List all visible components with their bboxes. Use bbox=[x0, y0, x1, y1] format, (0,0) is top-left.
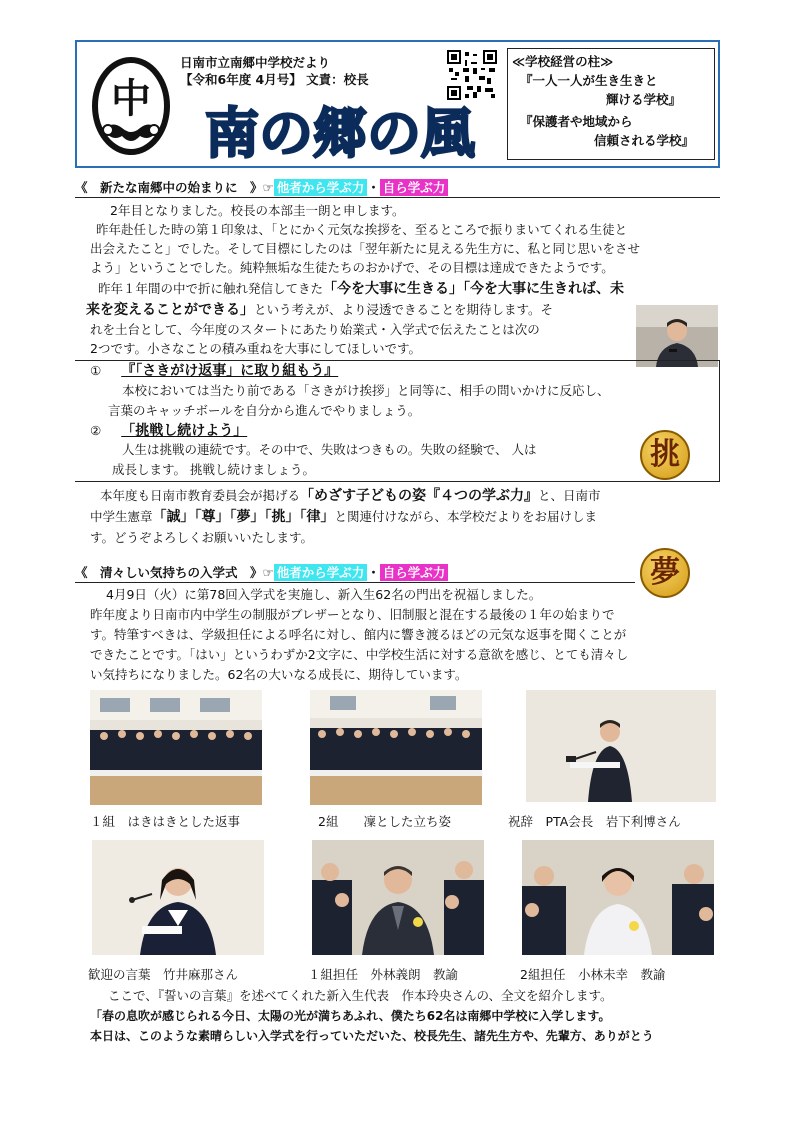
paragraph-line: 2つです。小さなことの積み重ねを大事にしてほしいです。 bbox=[90, 341, 421, 356]
emphasis-text: 「めざす子どもの姿『４つの学ぶ力』 bbox=[300, 488, 539, 504]
pta-speech-photo bbox=[526, 690, 716, 802]
motto-line: 『保護者や地域から bbox=[520, 114, 633, 129]
tag-separator: ・ bbox=[367, 180, 380, 195]
paragraph-line: 出会えたこと」でした。そして目標にしたのは「翌年新たに見える先生方に、私と同じ思いをさせ bbox=[90, 241, 641, 256]
paragraph-line: 4月9日（火）に第78回入学式を実施し、新入生62名の門出を祝福しました。 bbox=[106, 587, 542, 602]
section-heading bbox=[75, 178, 720, 198]
motto-line: 信頼される学校』 bbox=[594, 133, 695, 148]
paragraph-line: 2年目となりました。校長の本部圭一朗と申します。 bbox=[110, 203, 405, 218]
motto-box bbox=[507, 48, 715, 160]
text-span: 昨年１年間の中で折に触れ発信してきた bbox=[98, 281, 324, 296]
paragraph-line bbox=[86, 300, 553, 320]
goal-title: 『「さきがけ返事」に取り組もう』 bbox=[121, 363, 339, 379]
quote-line: 本日は、このような素晴らしい入学式を行っていただいた、校長先生、諸先生方や、先輩方、ありがとう bbox=[90, 1029, 654, 1043]
photo-caption: 2組担任 小林未幸 教諭 bbox=[520, 967, 666, 982]
logo-char: 中 bbox=[111, 76, 151, 122]
tag-others: 他者から学ぶ力 bbox=[274, 179, 368, 196]
goal-title: 「挑戦し続けよう」 bbox=[121, 423, 248, 439]
school-info bbox=[180, 54, 369, 88]
paragraph-line: れを土台として、今年度のスタートにあたり始業式・入学式で伝えたことは次の bbox=[90, 322, 540, 337]
goal-text: 言葉のキャッチボールを自分から進んでやりましょう。 bbox=[108, 403, 421, 418]
newsletter-title bbox=[195, 98, 485, 163]
issue-info: 【令和6年度 4月号】 文責：校長 bbox=[180, 72, 369, 87]
paragraph-line: い気持ちになりました。62名の大いなる成長に、期待しています。 bbox=[90, 667, 468, 682]
goal-text: 本校においては当たり前である「さきがけ挨拶」と同等に、相手の問いかけに反応し、 bbox=[122, 383, 610, 398]
welcome-speech-photo bbox=[92, 840, 264, 955]
class1-photo bbox=[90, 690, 262, 805]
paragraph-line bbox=[100, 486, 601, 506]
text-span: という考えが、より浸透できることを期待します。そ bbox=[254, 302, 554, 317]
paragraph-line: ここで、『誓いの言葉』を述べてくれた新入生代表 作本玲央さんの、全文を紹介します。 bbox=[108, 988, 613, 1003]
quote-line: 「春の息吹が感じられる今日、太陽の光が満ちあふれ、僕たち62名は南郷中学校に入学します。 bbox=[90, 1009, 611, 1023]
homeroom1-photo bbox=[312, 840, 484, 955]
section-title: 《 新たな南郷中の始まりに 》☞ bbox=[75, 180, 274, 195]
goal-item bbox=[90, 361, 338, 381]
school-name: 日南市立南郷中学校だより bbox=[180, 55, 331, 70]
paragraph-line bbox=[90, 507, 597, 527]
paragraph-line: 昨年度より日南市内中学生の制服がブレザーとなり、旧制服と混在する最後の１年の始まりで bbox=[90, 607, 615, 622]
tag-self: 自ら学ぶ力 bbox=[380, 179, 449, 196]
qr-code[interactable] bbox=[447, 50, 497, 100]
section-heading bbox=[75, 563, 635, 583]
dream-badge: 夢 bbox=[640, 548, 690, 598]
goal-number: ② bbox=[90, 423, 102, 438]
homeroom2-photo bbox=[522, 840, 714, 955]
photo-caption: 歓迎の言葉 竹井麻那さん bbox=[88, 967, 239, 982]
paragraph-line: す。どうぞよろしくお願いいたします。 bbox=[90, 530, 314, 545]
tag-others: 他者から学ぶ力 bbox=[274, 564, 368, 581]
text-span: 中学生憲章 bbox=[90, 509, 153, 524]
goal-text: 人生は挑戦の連続です。その中で、失敗はつきもの。失敗の経験で、 人は bbox=[122, 442, 537, 457]
class2-photo bbox=[310, 690, 482, 805]
text-span: と関連付けながら、本学校だよりをお届けしま bbox=[334, 509, 598, 524]
photo-caption: １組担任 外林義朗 教諭 bbox=[308, 967, 459, 982]
paragraph-line: できたことです。「はい」というわずか2文字に、中学校生活に対する意欲を感じ、とても清々し bbox=[90, 647, 629, 662]
motto-line: 『一人一人が生き生きと bbox=[520, 73, 658, 88]
emphasis-text: 来を変えることができる」 bbox=[86, 302, 254, 318]
photo-caption: 祝辞 PTA会長 岩下利博さん bbox=[508, 814, 681, 829]
challenge-badge: 挑 bbox=[640, 430, 690, 480]
text-span: 本年度も日南市教育委員会が掲げる bbox=[100, 488, 301, 503]
svg-text:南の郷の風: 南の郷の風 bbox=[205, 102, 475, 163]
section-title: 《 清々しい気持ちの入学式 》☞ bbox=[75, 565, 274, 580]
paragraph-line bbox=[98, 279, 624, 299]
goal-number: ① bbox=[90, 363, 102, 378]
tag-separator: ・ bbox=[367, 565, 380, 580]
motto-line: 輝ける学校』 bbox=[606, 92, 682, 107]
emphasis-text: 「今を大事に生きる」「今を大事に生きれば、未 bbox=[323, 281, 625, 297]
paragraph-line: よう」ということでした。純粋無垢な生徒たちのおかげで、その目標は達成できたようです。 bbox=[90, 260, 614, 275]
tag-self: 自ら学ぶ力 bbox=[380, 564, 449, 581]
school-logo bbox=[90, 50, 172, 158]
goal-item bbox=[90, 421, 247, 441]
goal-text: 成長します。 挑戦し続けましょう。 bbox=[112, 462, 315, 477]
motto-heading: ≪学校経営の柱≫ bbox=[512, 54, 614, 69]
paragraph-line: 昨年赴任した時の第１印象は、「とにかく元気な挨拶を、至るところで振りまいてくれる生徒と bbox=[96, 222, 628, 237]
photo-caption: １組 はきはきとした返事 bbox=[90, 814, 241, 829]
photo-caption: 2組 凜とした立ち姿 bbox=[318, 814, 451, 829]
paragraph-line: す。特筆すべきは、学級担任による呼名に対し、館内に響き渡るほどの元気な返事を聞くことが bbox=[90, 627, 627, 642]
text-span: と、日南市 bbox=[538, 488, 601, 503]
emphasis-text: 「誠」「尊」「夢」「挑」「律」 bbox=[152, 509, 335, 525]
principal-photo bbox=[636, 305, 718, 367]
